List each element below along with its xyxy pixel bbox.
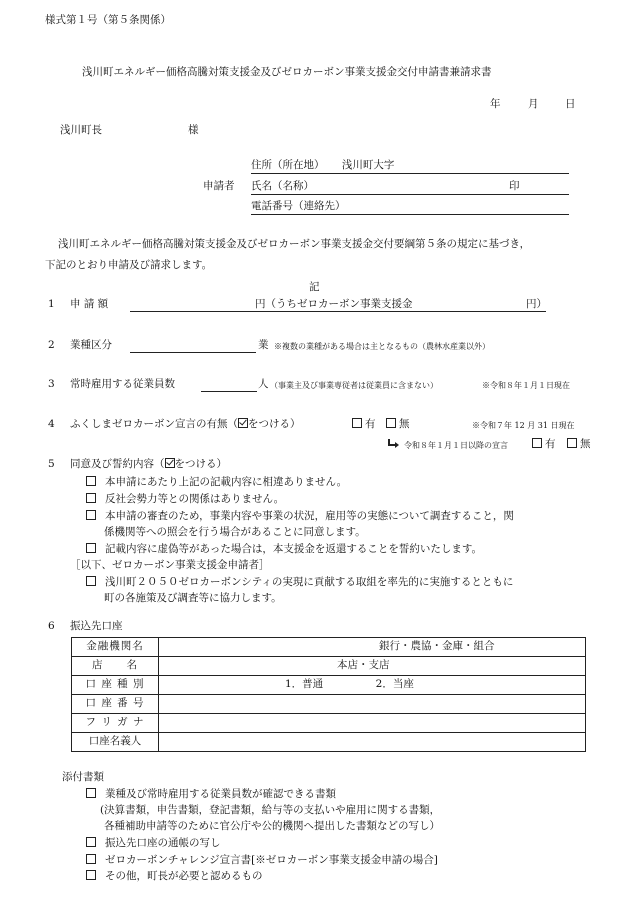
bank-name-options: 銀行・農協・金庫・組合 bbox=[379, 640, 495, 653]
declaration-no[interactable] bbox=[386, 418, 410, 431]
attachment-2-text: 振込先口座の通帳の写し bbox=[105, 837, 221, 849]
request-amount-field[interactable] bbox=[130, 298, 546, 312]
consent-5[interactable] bbox=[86, 576, 513, 589]
declaration-yes-label: 有 bbox=[365, 418, 376, 430]
phone-field[interactable] bbox=[251, 200, 569, 215]
checkbox-icon bbox=[532, 438, 542, 448]
bank-heading: 振込先口座 bbox=[70, 620, 123, 632]
checkbox-icon bbox=[386, 418, 396, 428]
item4-label: ふくしまゼロカーボン宣言の有無（ bbox=[70, 418, 238, 430]
table-row bbox=[72, 733, 586, 752]
sub-declaration-no[interactable] bbox=[567, 438, 591, 451]
account-holder-label: 口座名義人 bbox=[72, 733, 159, 752]
furigana-label: フ リ ガ ナ bbox=[72, 714, 159, 733]
date-day: 日 bbox=[565, 98, 576, 110]
item4-num: 4 bbox=[48, 418, 55, 430]
checkbox-icon bbox=[86, 543, 96, 553]
sub-declaration-no-label: 無 bbox=[580, 438, 591, 450]
attachment-1[interactable] bbox=[86, 788, 336, 801]
furigana-cell[interactable] bbox=[159, 714, 586, 733]
consent-3-text: 本申請の審査のため，事業内容や事業の状況，雇用等の実態について調査すること，関 bbox=[105, 510, 514, 522]
item2-num: 2 bbox=[48, 339, 55, 351]
account-number-label: 口 座 番 号 bbox=[72, 695, 159, 714]
item4-sub-label: 令和８年１月１日以降の宣言 bbox=[404, 441, 508, 450]
item3-suffix: 人 bbox=[258, 378, 269, 390]
consent-3[interactable] bbox=[86, 510, 514, 523]
account-type-cell[interactable] bbox=[159, 676, 586, 695]
checkbox-icon bbox=[86, 788, 96, 798]
consent-4-text: 記載内容に虚偽等があった場合は，本支援金を返還することを誓約いたします。 bbox=[105, 543, 483, 555]
attachment-3[interactable] bbox=[86, 854, 438, 867]
item5-label: 同意及び誓約内容（ bbox=[70, 458, 165, 470]
sub-declaration-yes-label: 有 bbox=[545, 438, 556, 450]
sub-declaration-yes[interactable] bbox=[532, 438, 556, 451]
item2-suffix: 業 bbox=[258, 339, 269, 351]
consent-2[interactable] bbox=[86, 493, 284, 506]
table-row bbox=[72, 676, 586, 695]
item5-num: 5 bbox=[48, 458, 55, 470]
branch-label: 店 名 bbox=[72, 657, 159, 676]
form-title: 浅川町エネルギー価格高騰対策支援金及びゼロカーボン事業支援金交付申請書兼請求書 bbox=[82, 66, 492, 78]
seal-mark: 印 bbox=[509, 180, 520, 192]
applicant-label: 申請者 bbox=[203, 180, 235, 192]
declaration-yes[interactable] bbox=[352, 418, 376, 431]
checkbox-icon bbox=[86, 510, 96, 520]
consent-2-text: 反社会勢力等との関係はありません。 bbox=[105, 493, 285, 505]
item5-label-tail: をつける） bbox=[174, 458, 227, 470]
account-type-label: 口 座 種 別 bbox=[72, 676, 159, 695]
checkbox-icon bbox=[86, 576, 96, 586]
item4-label-wrap bbox=[70, 418, 301, 431]
checkbox-icon bbox=[86, 837, 96, 847]
item1-num: 1 bbox=[48, 298, 55, 310]
checkbox-icon bbox=[86, 476, 96, 486]
addressee-honorific: 様 bbox=[188, 124, 199, 136]
zero-carbon-header: ［以下、ゼロカーボン事業支援金申請者］ bbox=[70, 559, 270, 571]
bank-account-table bbox=[71, 637, 586, 752]
item2-note: ※複数の業種がある場合は主となるもの（農林水産業以外） bbox=[274, 342, 490, 351]
checkbox-icon bbox=[86, 493, 96, 503]
attachments-heading: 添付書類 bbox=[62, 771, 104, 783]
table-row bbox=[72, 695, 586, 714]
item6-num: 6 bbox=[48, 620, 55, 632]
date-year: 年 bbox=[490, 98, 501, 110]
consent-1[interactable] bbox=[86, 476, 347, 489]
branch-options: 本店・支店 bbox=[337, 659, 390, 672]
date-month: 月 bbox=[528, 98, 539, 110]
employees-field[interactable] bbox=[201, 378, 257, 392]
consent-3-text-cont: 係機関等への照会を行う場合があることに同意します。 bbox=[104, 526, 366, 538]
attachment-2[interactable] bbox=[86, 837, 221, 850]
name-label: 氏名（名称） bbox=[251, 180, 314, 192]
table-row bbox=[72, 657, 586, 676]
item1-label: 申 請 額 bbox=[70, 298, 109, 310]
intro-line1: 浅川町エネルギー価格高騰対策支援金及びゼロカーボン事業支援金交付要綱第５条の規定に基づき， bbox=[58, 238, 531, 250]
bank-name-label: 金融機関名 bbox=[72, 638, 159, 657]
checkbox-icon bbox=[352, 418, 362, 428]
attachment-4-text: その他，町長が必要と認めるもの bbox=[105, 870, 263, 882]
ki-label: 記 bbox=[309, 281, 320, 293]
return-arrow-icon bbox=[388, 439, 400, 449]
item3-note: （事業主及び事業専従者は従業員に含まない） bbox=[270, 381, 438, 390]
item4-label-tail: をつける） bbox=[248, 418, 301, 430]
attachment-4[interactable] bbox=[86, 870, 263, 883]
item4-sub bbox=[388, 439, 508, 451]
account-number-cell[interactable] bbox=[159, 695, 586, 714]
checked-box-icon bbox=[165, 458, 175, 468]
item5-label-wrap bbox=[70, 458, 227, 471]
address-label: 住所（所在地） bbox=[251, 159, 325, 171]
consent-5-text-cont: 町の各施策及び調査等に協力します。 bbox=[104, 592, 282, 604]
name-field[interactable] bbox=[251, 180, 569, 195]
item3-note2: ※令和８年１月１日現在 bbox=[482, 381, 570, 390]
consent-5-text: 浅川町２０５０ゼロカーボンシティの実現に貢献する取組を率先的に実施するとともに bbox=[105, 576, 514, 588]
form-number: 様式第１号（第５条関係） bbox=[45, 14, 171, 26]
intro-line2: 下記のとおり申請及び請求します。 bbox=[45, 259, 213, 271]
item1-yen: 円（うちゼロカーボン事業支援金 bbox=[255, 298, 413, 310]
account-type-options: 1．普通 2．当座 bbox=[285, 678, 414, 691]
attachment-3-text: ゼロカーボンチャレンジ宣言書[※ゼロカーボン事業支援金申請の場合] bbox=[105, 854, 438, 866]
attachment-1-text: 業種及び常時雇用する従業員数が確認できる書類 bbox=[105, 788, 336, 800]
branch-cell[interactable] bbox=[159, 657, 586, 676]
phone-label: 電話番号（連絡先） bbox=[251, 200, 346, 212]
consent-1-text: 本申請にあたり上記の記載内容に相違ありません。 bbox=[105, 476, 348, 488]
item4-note: ※令和７年 12 月 31 日現在 bbox=[472, 421, 575, 430]
industry-field[interactable] bbox=[130, 339, 256, 353]
table-row bbox=[72, 638, 586, 657]
account-holder-cell[interactable] bbox=[159, 733, 586, 752]
table-row bbox=[72, 714, 586, 733]
item1-close: 円） bbox=[526, 298, 547, 310]
item2-label: 業種区分 bbox=[70, 339, 112, 351]
declaration-no-label: 無 bbox=[399, 418, 410, 430]
address-value: 浅川町大字 bbox=[341, 159, 395, 171]
item3-label: 常時雇用する従業員数 bbox=[70, 378, 175, 390]
bank-name-cell[interactable] bbox=[159, 638, 586, 657]
attachment-1-detail-b: 各種補助申請等のために官公庁や公的機関へ提出した書類などの写し） bbox=[104, 820, 440, 832]
checkbox-icon bbox=[86, 870, 96, 880]
address-field[interactable] bbox=[251, 159, 569, 174]
item3-num: 3 bbox=[48, 378, 55, 390]
checked-box-icon bbox=[238, 418, 248, 428]
attachment-1-detail-a: (決算書類，申告書類，登記書類，給与等の支払いや雇用に関する書類， bbox=[100, 804, 441, 816]
consent-4[interactable] bbox=[86, 543, 482, 556]
checkbox-icon bbox=[567, 438, 577, 448]
addressee-name: 浅川町長 bbox=[60, 124, 102, 136]
checkbox-icon bbox=[86, 854, 96, 864]
